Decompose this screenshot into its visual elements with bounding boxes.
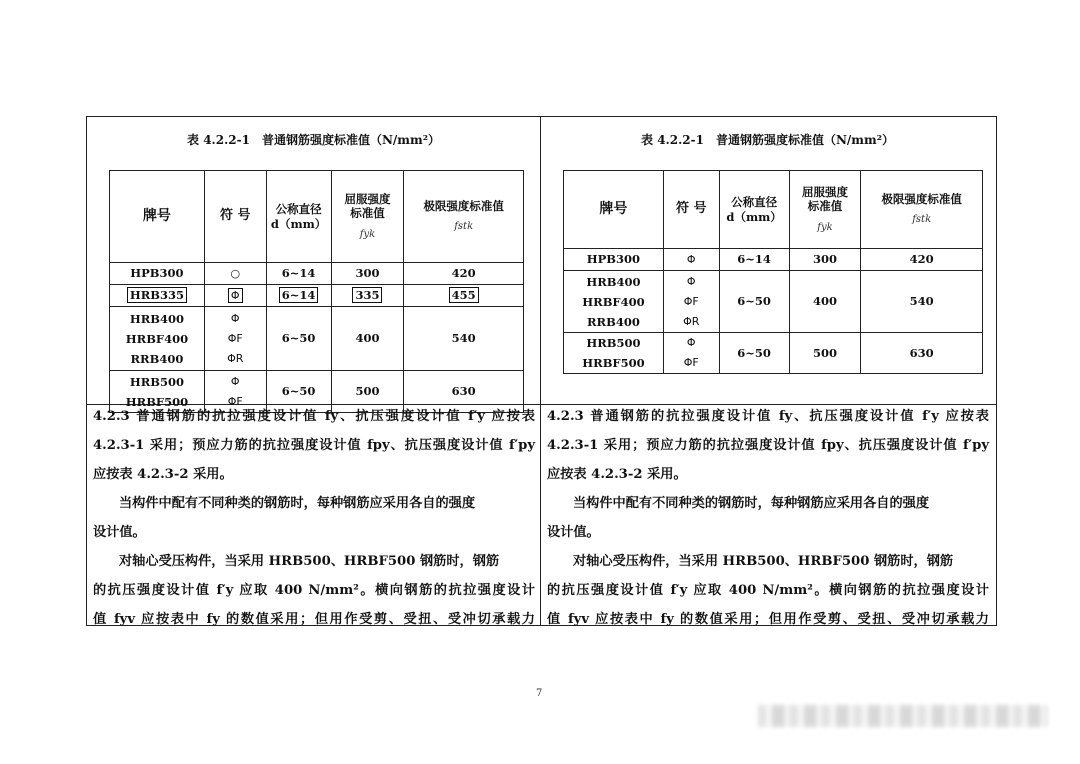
left-p2-line2: 设计值。 bbox=[93, 525, 146, 540]
yield-cell: 400 bbox=[789, 271, 861, 333]
header-diameter: 公称直径 d（mm） bbox=[719, 171, 789, 249]
symbol-cell: ○ bbox=[204, 263, 266, 285]
left-steel-table bbox=[109, 170, 524, 413]
grade-cell: HRB500 HRBF500 bbox=[110, 371, 205, 413]
header-yield: 屈服强度 标准值 fyk bbox=[789, 171, 861, 249]
table-row bbox=[110, 307, 524, 371]
table-row bbox=[564, 333, 983, 374]
yield-cell: 300 bbox=[789, 249, 861, 271]
ultimate-cell: 455 bbox=[404, 285, 524, 307]
header-ultimate: 极限强度标准值 fstk bbox=[861, 171, 983, 249]
header-grade: 牌号 bbox=[564, 171, 664, 249]
ultimate-cell: 420 bbox=[404, 263, 524, 285]
right-p1-line2: 4.2.3-1 采用；预应力筋的抗拉强度设计值 fpy、抗压强度设计值 f′py bbox=[547, 438, 989, 453]
right-p1-line1: 4.2.3 普通钢筋的抗拉强度设计值 fy、抗压强度设计值 f′y 应按表 bbox=[547, 409, 989, 424]
diameter-cell: 6~50 bbox=[266, 307, 331, 371]
symbol-cell: Φ bbox=[204, 285, 266, 307]
grade-cell: HRB400 HRBF400 RRB400 bbox=[564, 271, 664, 333]
diameter-cell: 6~50 bbox=[719, 271, 789, 333]
ultimate-cell: 540 bbox=[404, 307, 524, 371]
yield-cell: 400 bbox=[331, 307, 404, 371]
right-p2-line1: 当构件中配有不同种类的钢筋时，每种钢筋应采用各自的强度 bbox=[573, 496, 930, 511]
right-table-caption: 表 4.2.2-1 普通钢筋强度标准值（N/mm²） bbox=[641, 133, 894, 147]
diameter-cell: 6~50 bbox=[719, 333, 789, 374]
left-body-text bbox=[93, 402, 535, 634]
table-row bbox=[110, 285, 524, 307]
right-column bbox=[541, 117, 994, 625]
header-symbol: 符 号 bbox=[204, 171, 266, 263]
left-p1-line1: 4.2.3 普通钢筋的抗拉强度设计值 fy、抗压强度设计值 f′y 应按表 bbox=[93, 409, 535, 424]
header-grade: 牌号 bbox=[110, 171, 205, 263]
yield-cell: 500 bbox=[331, 371, 404, 413]
page-number: 7 bbox=[536, 688, 543, 699]
diameter-cell: 6~14 bbox=[266, 285, 331, 307]
symbol-cell: Φ ΦF ΦR bbox=[204, 307, 266, 371]
grade-cell: HRB400 HRBF400 RRB400 bbox=[110, 307, 205, 371]
right-p3-line2: 的抗压强度设计值 f′y 应取 400 N/mm²。横向钢筋的抗拉强度设计 bbox=[547, 583, 989, 598]
right-p2-line2: 设计值。 bbox=[547, 525, 600, 540]
symbol-cell: Φ ΦF bbox=[663, 333, 719, 374]
watermark-blur bbox=[758, 705, 1048, 727]
symbol-cell: Φ bbox=[663, 249, 719, 271]
header-symbol: 符 号 bbox=[663, 171, 719, 249]
left-p1-line3: 应按表 4.2.3-2 采用。 bbox=[93, 467, 233, 482]
left-p1-line2: 4.2.3-1 采用；预应力筋的抗拉强度设计值 fpy、抗压强度设计值 f′py bbox=[93, 438, 535, 453]
right-body-text bbox=[547, 402, 989, 634]
table-row bbox=[564, 249, 983, 271]
right-p3-line1: 对轴心受压构件，当采用 HRB500、HRBF500 钢筋时，钢筋 bbox=[573, 554, 954, 569]
left-p2-line1: 当构件中配有不同种类的钢筋时，每种钢筋应采用各自的强度 bbox=[119, 496, 476, 511]
left-column bbox=[87, 117, 540, 625]
grade-cell: HPB300 bbox=[564, 249, 664, 271]
symbol-cell: Φ ΦF bbox=[204, 371, 266, 413]
table-row bbox=[110, 263, 524, 285]
grade-cell: HRB500 HRBF500 bbox=[564, 333, 664, 374]
diameter-cell: 6~14 bbox=[719, 249, 789, 271]
left-table-caption: 表 4.2.2-1 普通钢筋强度标准值（N/mm²） bbox=[187, 133, 440, 147]
grade-cell: HRB335 bbox=[110, 285, 205, 307]
left-p3-line1: 对轴心受压构件，当采用 HRB500、HRBF500 钢筋时，钢筋 bbox=[119, 554, 500, 569]
yield-cell: 335 bbox=[331, 285, 404, 307]
ultimate-cell: 630 bbox=[404, 371, 524, 413]
comparison-frame bbox=[86, 116, 997, 626]
header-yield: 屈服强度 标准值 fyk bbox=[331, 171, 404, 263]
left-p3-line3: 值 fyv 应按表中 fy 的数值采用；但用作受剪、受扭、受冲切承载力 bbox=[93, 612, 535, 627]
right-p1-line3: 应按表 4.2.3-2 采用。 bbox=[547, 467, 687, 482]
symbol-cell: Φ ΦF ΦR bbox=[663, 271, 719, 333]
grade-cell: HPB300 bbox=[110, 263, 205, 285]
header-diameter: 公称直径 d（mm） bbox=[266, 171, 331, 263]
ultimate-cell: 540 bbox=[861, 271, 983, 333]
diameter-cell: 6~50 bbox=[266, 371, 331, 413]
table-row bbox=[564, 271, 983, 333]
yield-cell: 500 bbox=[789, 333, 861, 374]
ultimate-cell: 630 bbox=[861, 333, 983, 374]
yield-cell: 300 bbox=[331, 263, 404, 285]
right-p3-line3: 值 fyv 应按表中 fy 的数值采用；但用作受剪、受扭、受冲切承载力 bbox=[547, 612, 989, 627]
left-p3-line2: 的抗压强度设计值 f′y 应取 400 N/mm²。横向钢筋的抗拉强度设计 bbox=[93, 583, 535, 598]
ultimate-cell: 420 bbox=[861, 249, 983, 271]
diameter-cell: 6~14 bbox=[266, 263, 331, 285]
header-ultimate: 极限强度标准值 fstk bbox=[404, 171, 524, 263]
right-steel-table bbox=[563, 170, 983, 374]
